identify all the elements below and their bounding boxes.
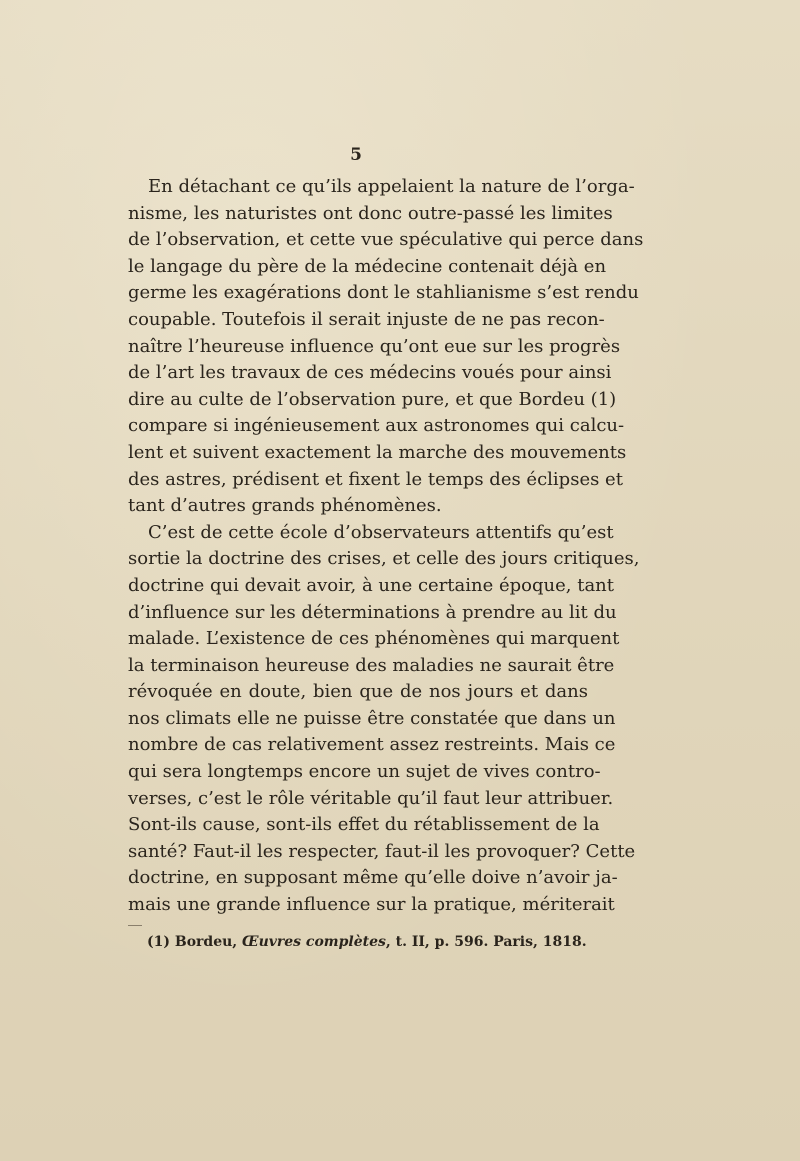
text-line: de l’observation, et cette vue spéculative qui perce dans bbox=[128, 229, 644, 251]
footnote-prefix: (1) Bordeu, bbox=[147, 934, 243, 950]
text-line: dire au culte de l’observation pure, et que Bordeu (1) bbox=[128, 388, 617, 410]
text-line: verses, c’est le rôle véritable qu’il faut leur attribuer. bbox=[128, 787, 614, 809]
text-line: santé? Faut-il les respecter, faut-il les provoquer? Cette bbox=[128, 840, 636, 862]
text-line: tant d’autres grands phénomènes. bbox=[128, 495, 442, 517]
text-line: sortie la doctrine des crises, et celle des jours critiques, bbox=[128, 548, 640, 570]
text-line: nombre de cas relativement assez restreints. Mais ce bbox=[128, 734, 616, 756]
text-line: des astres, prédisent et fixent le temps des éclipses et bbox=[128, 468, 623, 490]
footnote-suffix: , t. II, p. 596. Paris, 1818. bbox=[385, 934, 587, 950]
text-line: naître l’heureuse influence qu’ont eue sur les progrès bbox=[128, 335, 621, 357]
text-line: le langage du père de la médecine contenait déjà en bbox=[128, 255, 607, 277]
text-line: lent et suivent exactement la marche des mouvements bbox=[128, 441, 627, 463]
text-line: nisme, les naturistes ont donc outre-passé les limites bbox=[128, 202, 613, 224]
text-line: C’est de cette école d’observateurs attentifs qu’est bbox=[148, 521, 614, 543]
text-line: nos climats elle ne puisse être constatée que dans un bbox=[128, 707, 616, 729]
footnote bbox=[147, 931, 587, 953]
text-line: d’influence sur les déterminations à prendre au lit du bbox=[128, 601, 617, 623]
text-line: révoquée en doute, bien que de nos jours et dans bbox=[128, 681, 588, 703]
footnote-separator bbox=[128, 925, 142, 926]
text-line: doctrine, en supposant même qu’elle doive n’avoir ja- bbox=[128, 867, 618, 889]
text-line: germe les exagérations dont le stahlianisme s’est rendu bbox=[128, 282, 639, 304]
text-line: mais une grande influence sur la pratique, mériterait bbox=[128, 894, 615, 916]
text-line: la terminaison heureuse des maladies ne saurait être bbox=[128, 654, 615, 676]
footnote-title: Œuvres complètes bbox=[242, 934, 386, 950]
page-number: 5 bbox=[350, 145, 362, 165]
text-line: Sont-ils cause, sont-ils effet du rétablissement de la bbox=[128, 814, 600, 836]
text-line: coupable. Toutefois il serait injuste de ne pas recon- bbox=[128, 308, 605, 330]
text-line: compare si ingénieusement aux astronomes qui calcu- bbox=[128, 415, 625, 437]
body-text bbox=[128, 174, 644, 919]
text-line: doctrine qui devait avoir, à une certaine époque, tant bbox=[128, 574, 614, 596]
text-line: malade. L’existence de ces phénomènes qui marquent bbox=[128, 628, 620, 650]
paragraph-1 bbox=[128, 174, 644, 520]
text-line: de l’art les travaux de ces médecins voués pour ainsi bbox=[128, 362, 612, 384]
text-line: En détachant ce qu’ils appelaient la nature de l’orga- bbox=[148, 176, 635, 197]
paragraph-2 bbox=[128, 520, 640, 919]
text-line: qui sera longtemps encore un sujet de vives contro- bbox=[128, 761, 601, 783]
